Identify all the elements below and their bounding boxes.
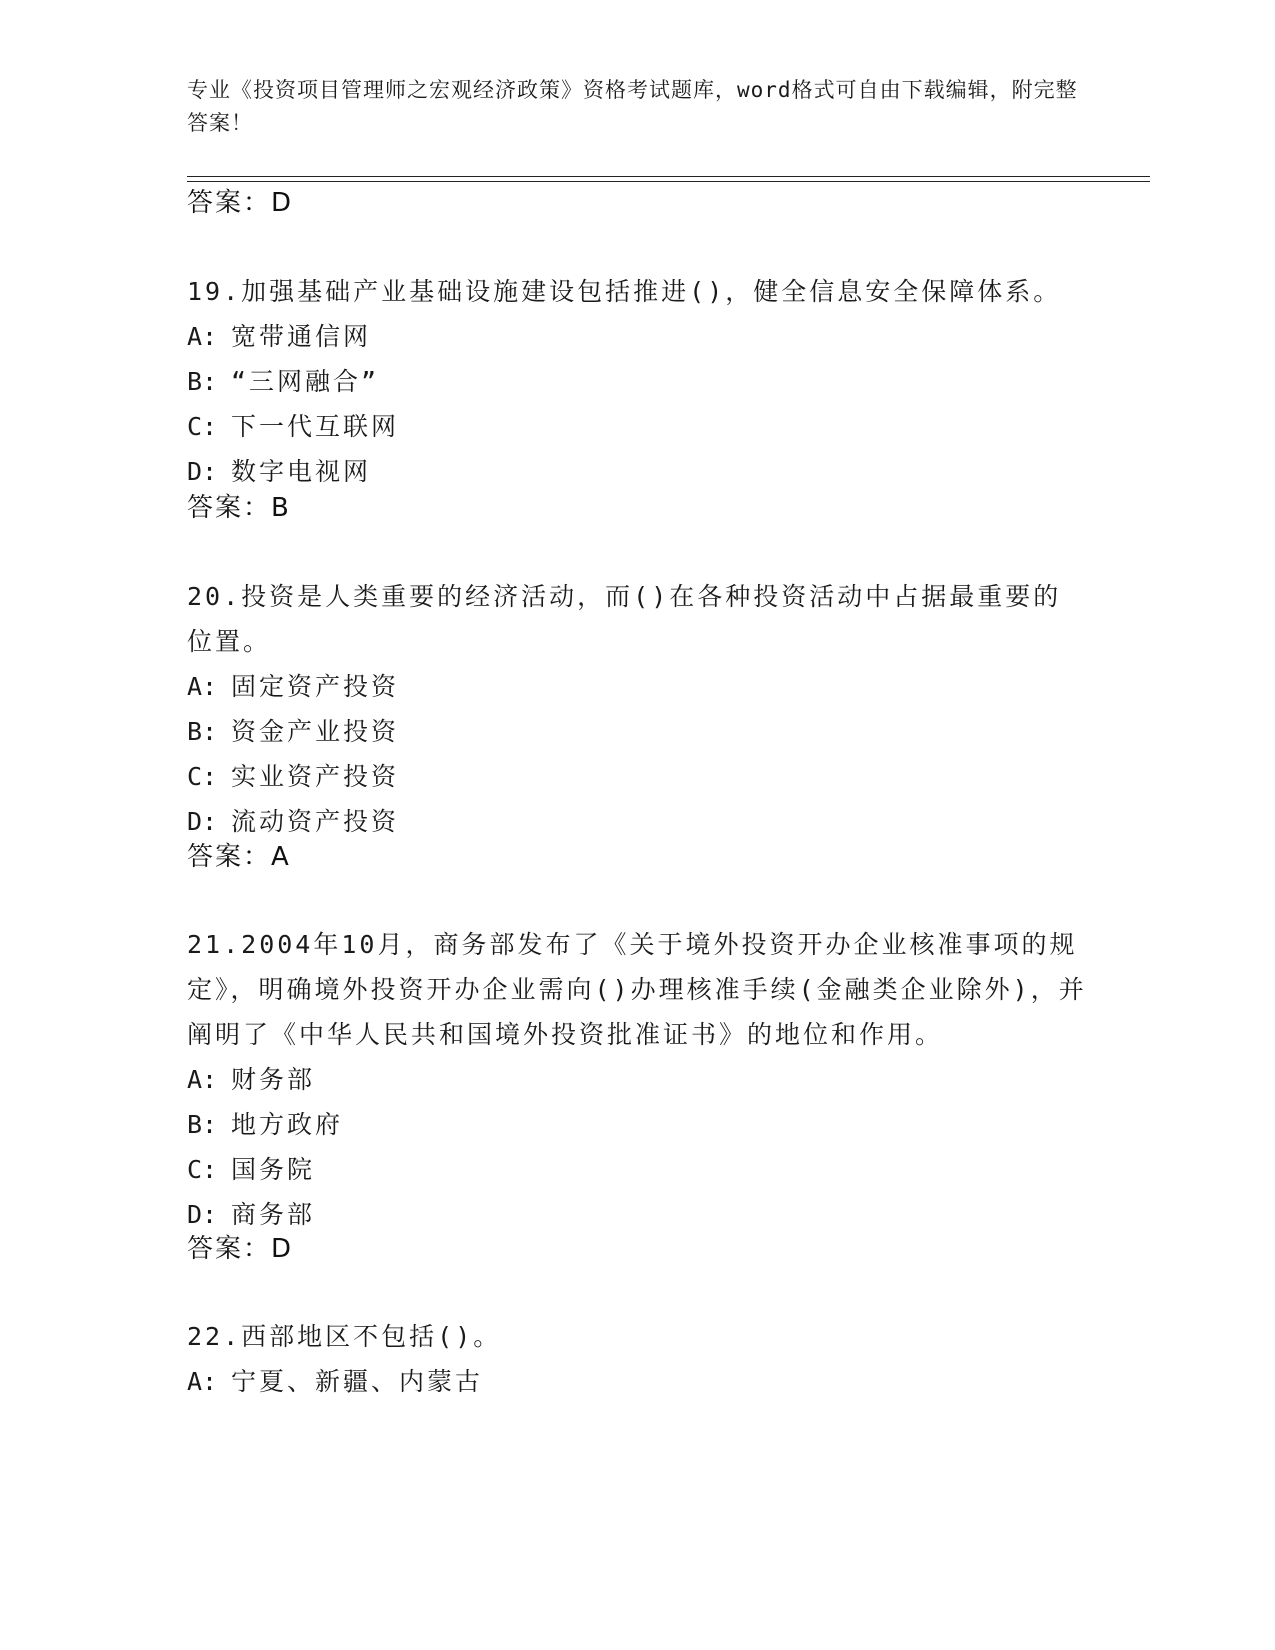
answer-line	[187, 1232, 291, 1266]
answer-value: D	[271, 188, 292, 218]
answer-value: D	[271, 1234, 292, 1264]
option-b: B: “三网融合”	[187, 367, 380, 396]
option-d: D: 商务部	[187, 1200, 316, 1229]
answer-value: A	[271, 842, 289, 872]
answer-line	[187, 186, 291, 220]
answer-label: 答案：	[187, 493, 272, 523]
question-text: 19.加强基础产业基础设施建设包括推进()，健全信息安全保障体系。	[187, 277, 1062, 306]
option-a: A: 宁夏、新疆、内蒙古	[187, 1367, 484, 1396]
answer-label: 答案：	[187, 842, 272, 872]
question-text: 20.投资是人类重要的经济活动，而()在各种投资活动中占据最重要的位置。	[187, 582, 1062, 656]
option-a: A: 固定资产投资	[187, 672, 400, 701]
answer-label: 答案：	[187, 1234, 272, 1264]
question-21	[187, 922, 1087, 1237]
option-c: C: 下一代互联网	[187, 412, 400, 441]
option-c: C: 国务院	[187, 1155, 316, 1184]
answer-value: B	[271, 493, 289, 523]
option-d: D: 流动资产投资	[187, 807, 400, 836]
question-20	[187, 574, 1087, 844]
question-text: 22.西部地区不包括()。	[187, 1322, 502, 1351]
option-a: A: 财务部	[187, 1065, 316, 1094]
document-intro: 专业《投资项目管理师之宏观经济政策》资格考试题库，word格式可自由下载编辑，附完整答案！	[187, 78, 1078, 135]
option-b: B: 资金产业投资	[187, 717, 400, 746]
question-text: 21.2004年10月，商务部发布了《关于境外投资开办企业核准事项的规定》，明确境外投资开办企业需向()办理核准手续(金融类企业除外)，并阐明了《中华人民共和国境外投资批准证书》的地位和作用。	[187, 930, 1087, 1049]
divider-line	[187, 181, 1150, 182]
option-c: C: 实业资产投资	[187, 762, 400, 791]
option-b: B: 地方政府	[187, 1110, 344, 1139]
answer-line	[187, 840, 289, 874]
answer-label: 答案：	[187, 188, 272, 218]
divider-line	[187, 176, 1150, 177]
question-19	[187, 269, 1087, 494]
option-a: A: 宽带通信网	[187, 322, 372, 351]
option-d: D: 数字电视网	[187, 457, 372, 486]
question-22	[187, 1314, 1087, 1404]
answer-line	[187, 491, 289, 525]
